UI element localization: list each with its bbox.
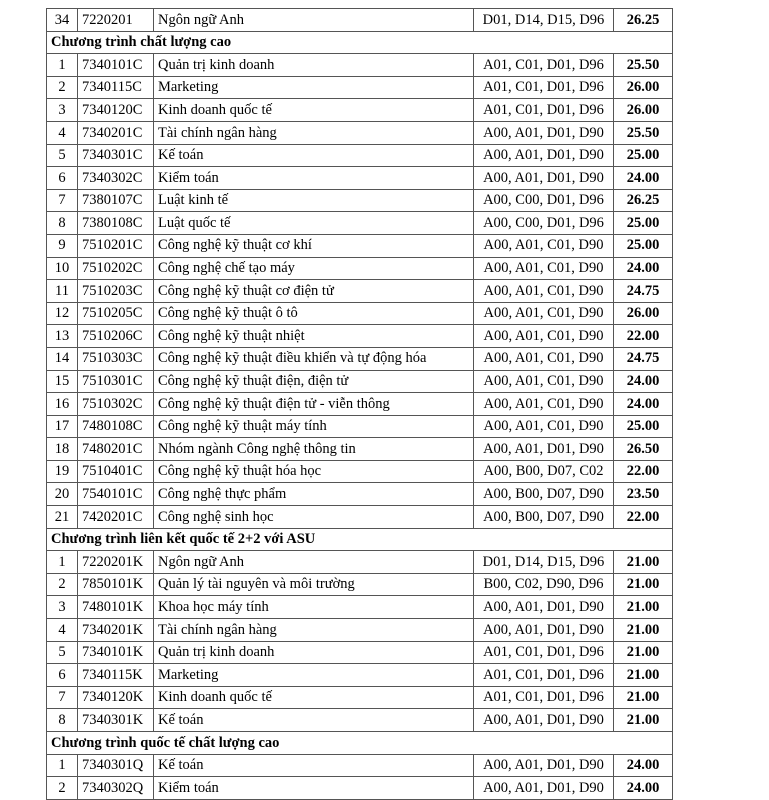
program-name: Quản lý tài nguyên và môi trường bbox=[154, 573, 474, 596]
table-row bbox=[47, 777, 673, 800]
section-title: Chương trình liên kết quốc tế 2+2 với ASU bbox=[47, 528, 673, 551]
admission-score: 21.00 bbox=[614, 641, 673, 664]
program-name: Công nghệ kỹ thuật nhiệt bbox=[154, 325, 474, 348]
table-row bbox=[47, 438, 673, 461]
program-code: 7540101C bbox=[78, 483, 154, 506]
program-code: 7380107C bbox=[78, 189, 154, 212]
table-row bbox=[47, 709, 673, 732]
table-row bbox=[47, 393, 673, 416]
row-number: 6 bbox=[47, 167, 78, 190]
table-row bbox=[47, 347, 673, 370]
program-code: 7510205C bbox=[78, 302, 154, 325]
program-name: Công nghệ kỹ thuật máy tính bbox=[154, 415, 474, 438]
row-number: 14 bbox=[47, 347, 78, 370]
row-number: 3 bbox=[47, 596, 78, 619]
subject-combination: A00, A01, D01, D90 bbox=[474, 777, 614, 800]
admission-score: 26.00 bbox=[614, 99, 673, 122]
admission-score: 21.00 bbox=[614, 573, 673, 596]
admission-score: 25.00 bbox=[614, 144, 673, 167]
program-code: 7510202C bbox=[78, 257, 154, 280]
table-row bbox=[47, 460, 673, 483]
admission-score: 22.00 bbox=[614, 506, 673, 529]
subject-combination: A00, A01, D01, D90 bbox=[474, 596, 614, 619]
program-code: 7340101K bbox=[78, 641, 154, 664]
row-number: 5 bbox=[47, 144, 78, 167]
row-number: 5 bbox=[47, 641, 78, 664]
table-row bbox=[47, 189, 673, 212]
table-row bbox=[47, 234, 673, 257]
table-row bbox=[47, 483, 673, 506]
admission-score: 25.00 bbox=[614, 234, 673, 257]
row-number: 2 bbox=[47, 573, 78, 596]
section-header-row bbox=[47, 528, 673, 551]
admission-score: 25.50 bbox=[614, 54, 673, 77]
program-name: Kiểm toán bbox=[154, 167, 474, 190]
program-code: 7340301K bbox=[78, 709, 154, 732]
row-number: 15 bbox=[47, 370, 78, 393]
subject-combination: D01, D14, D15, D96 bbox=[474, 551, 614, 574]
table-row bbox=[47, 76, 673, 99]
admission-score: 21.00 bbox=[614, 596, 673, 619]
program-code: 7380108C bbox=[78, 212, 154, 235]
program-name: Ngôn ngữ Anh bbox=[154, 551, 474, 574]
program-name: Công nghệ kỹ thuật điều khiển và tự động hóa bbox=[154, 347, 474, 370]
subject-combination: A01, C01, D01, D96 bbox=[474, 641, 614, 664]
admission-score: 21.00 bbox=[614, 709, 673, 732]
row-number: 6 bbox=[47, 664, 78, 687]
program-name: Kinh doanh quốc tế bbox=[154, 686, 474, 709]
subject-combination: A01, C01, D01, D96 bbox=[474, 99, 614, 122]
admission-score: 26.00 bbox=[614, 76, 673, 99]
admission-score: 22.00 bbox=[614, 460, 673, 483]
subject-combination: A00, A01, C01, D90 bbox=[474, 393, 614, 416]
subject-combination: A01, C01, D01, D96 bbox=[474, 54, 614, 77]
table-row bbox=[47, 551, 673, 574]
row-number: 4 bbox=[47, 121, 78, 144]
program-code: 7220201K bbox=[78, 551, 154, 574]
admission-score: 24.00 bbox=[614, 370, 673, 393]
table-row bbox=[47, 144, 673, 167]
program-code: 7510201C bbox=[78, 234, 154, 257]
program-code: 7510301C bbox=[78, 370, 154, 393]
program-code: 7480201C bbox=[78, 438, 154, 461]
admission-score: 26.25 bbox=[614, 9, 673, 32]
table-row bbox=[47, 99, 673, 122]
row-number: 2 bbox=[47, 777, 78, 800]
admission-score: 25.00 bbox=[614, 415, 673, 438]
row-number: 8 bbox=[47, 212, 78, 235]
subject-combination: A00, A01, D01, D90 bbox=[474, 619, 614, 642]
table-row bbox=[47, 664, 673, 687]
program-name: Nhóm ngành Công nghệ thông tin bbox=[154, 438, 474, 461]
table-row bbox=[47, 212, 673, 235]
program-code: 7510401C bbox=[78, 460, 154, 483]
row-number: 8 bbox=[47, 709, 78, 732]
admission-score: 24.00 bbox=[614, 393, 673, 416]
table-row bbox=[47, 415, 673, 438]
admission-score: 24.00 bbox=[614, 777, 673, 800]
admission-score: 21.00 bbox=[614, 619, 673, 642]
program-code: 7340301Q bbox=[78, 754, 154, 777]
program-name: Công nghệ kỹ thuật ô tô bbox=[154, 302, 474, 325]
subject-combination: A00, B00, D07, D90 bbox=[474, 506, 614, 529]
program-name: Kế toán bbox=[154, 754, 474, 777]
row-number: 3 bbox=[47, 99, 78, 122]
subject-combination: A00, A01, C01, D90 bbox=[474, 325, 614, 348]
admission-score: 24.00 bbox=[614, 167, 673, 190]
subject-combination: A01, C01, D01, D96 bbox=[474, 686, 614, 709]
subject-combination: A00, A01, D01, D90 bbox=[474, 438, 614, 461]
program-name: Quản trị kinh doanh bbox=[154, 641, 474, 664]
program-name: Luật quốc tế bbox=[154, 212, 474, 235]
table-row bbox=[47, 506, 673, 529]
program-name: Quản trị kinh doanh bbox=[154, 54, 474, 77]
program-name: Công nghệ kỹ thuật hóa học bbox=[154, 460, 474, 483]
program-code: 7340201K bbox=[78, 619, 154, 642]
program-code: 7340201C bbox=[78, 121, 154, 144]
subject-combination: A00, A01, C01, D90 bbox=[474, 370, 614, 393]
program-name: Luật kinh tế bbox=[154, 189, 474, 212]
row-number: 4 bbox=[47, 619, 78, 642]
admission-score: 24.00 bbox=[614, 257, 673, 280]
program-code: 7340302C bbox=[78, 167, 154, 190]
section-title: Chương trình quốc tế chất lượng cao bbox=[47, 732, 673, 755]
program-name: Công nghệ thực phẩm bbox=[154, 483, 474, 506]
admission-score: 24.75 bbox=[614, 280, 673, 303]
subject-combination: A00, A01, C01, D90 bbox=[474, 234, 614, 257]
row-number: 7 bbox=[47, 686, 78, 709]
program-name: Kế toán bbox=[154, 144, 474, 167]
admission-score: 23.50 bbox=[614, 483, 673, 506]
program-name: Công nghệ kỹ thuật cơ điện tử bbox=[154, 280, 474, 303]
program-name: Công nghệ kỹ thuật cơ khí bbox=[154, 234, 474, 257]
table-row bbox=[47, 596, 673, 619]
subject-combination: A00, B00, D07, C02 bbox=[474, 460, 614, 483]
subject-combination: A00, A01, C01, D90 bbox=[474, 347, 614, 370]
admission-score-table bbox=[46, 8, 673, 800]
row-number: 9 bbox=[47, 234, 78, 257]
row-number: 17 bbox=[47, 415, 78, 438]
row-number: 2 bbox=[47, 76, 78, 99]
subject-combination: A00, A01, D01, D90 bbox=[474, 144, 614, 167]
row-number: 1 bbox=[47, 551, 78, 574]
admission-score: 22.00 bbox=[614, 325, 673, 348]
subject-combination: A00, A01, C01, D90 bbox=[474, 257, 614, 280]
table-row bbox=[47, 302, 673, 325]
admission-score: 21.00 bbox=[614, 551, 673, 574]
program-name: Công nghệ chế tạo máy bbox=[154, 257, 474, 280]
table-row bbox=[47, 686, 673, 709]
table-row bbox=[47, 280, 673, 303]
program-name: Khoa học máy tính bbox=[154, 596, 474, 619]
table-body bbox=[47, 9, 673, 800]
program-code: 7340120C bbox=[78, 99, 154, 122]
admission-score: 26.00 bbox=[614, 302, 673, 325]
program-code: 7340115C bbox=[78, 76, 154, 99]
program-name: Kiểm toán bbox=[154, 777, 474, 800]
program-code: 7510302C bbox=[78, 393, 154, 416]
subject-combination: A00, C00, D01, D96 bbox=[474, 189, 614, 212]
table-row bbox=[47, 619, 673, 642]
program-code: 7340302Q bbox=[78, 777, 154, 800]
table-row bbox=[47, 325, 673, 348]
subject-combination: A00, A01, C01, D90 bbox=[474, 415, 614, 438]
row-number: 19 bbox=[47, 460, 78, 483]
program-code: 7510206C bbox=[78, 325, 154, 348]
admission-score: 24.75 bbox=[614, 347, 673, 370]
program-code: 7340120K bbox=[78, 686, 154, 709]
program-code: 7340301C bbox=[78, 144, 154, 167]
row-number: 1 bbox=[47, 754, 78, 777]
program-code: 7480108C bbox=[78, 415, 154, 438]
table-row bbox=[47, 754, 673, 777]
program-name: Kế toán bbox=[154, 709, 474, 732]
program-code: 7420201C bbox=[78, 506, 154, 529]
admission-score: 25.00 bbox=[614, 212, 673, 235]
table-row bbox=[47, 9, 673, 32]
subject-combination: A00, A01, C01, D90 bbox=[474, 280, 614, 303]
program-name: Marketing bbox=[154, 664, 474, 687]
row-number: 13 bbox=[47, 325, 78, 348]
row-number: 18 bbox=[47, 438, 78, 461]
subject-combination: A00, A01, D01, D90 bbox=[474, 167, 614, 190]
subject-combination: A00, A01, C01, D90 bbox=[474, 302, 614, 325]
row-number: 12 bbox=[47, 302, 78, 325]
admission-score: 21.00 bbox=[614, 664, 673, 687]
table-row bbox=[47, 370, 673, 393]
program-code: 7510303C bbox=[78, 347, 154, 370]
subject-combination: A01, C01, D01, D96 bbox=[474, 664, 614, 687]
program-code: 7220201 bbox=[78, 9, 154, 32]
admission-score: 25.50 bbox=[614, 121, 673, 144]
section-header-row bbox=[47, 732, 673, 755]
row-number: 34 bbox=[47, 9, 78, 32]
table-row bbox=[47, 54, 673, 77]
row-number: 20 bbox=[47, 483, 78, 506]
subject-combination: B00, C02, D90, D96 bbox=[474, 573, 614, 596]
subject-combination: A00, A01, D01, D90 bbox=[474, 709, 614, 732]
row-number: 7 bbox=[47, 189, 78, 212]
row-number: 10 bbox=[47, 257, 78, 280]
program-name: Tài chính ngân hàng bbox=[154, 121, 474, 144]
table-row bbox=[47, 167, 673, 190]
subject-combination: A00, C00, D01, D96 bbox=[474, 212, 614, 235]
program-name: Công nghệ sinh học bbox=[154, 506, 474, 529]
program-name: Kinh doanh quốc tế bbox=[154, 99, 474, 122]
row-number: 21 bbox=[47, 506, 78, 529]
table-row bbox=[47, 121, 673, 144]
program-name: Marketing bbox=[154, 76, 474, 99]
admission-score: 26.50 bbox=[614, 438, 673, 461]
admission-score: 26.25 bbox=[614, 189, 673, 212]
row-number: 16 bbox=[47, 393, 78, 416]
subject-combination: A01, C01, D01, D96 bbox=[474, 76, 614, 99]
program-name: Tài chính ngân hàng bbox=[154, 619, 474, 642]
program-code: 7510203C bbox=[78, 280, 154, 303]
table-row bbox=[47, 573, 673, 596]
section-header-row bbox=[47, 31, 673, 54]
program-code: 7340101C bbox=[78, 54, 154, 77]
subject-combination: A00, A01, D01, D90 bbox=[474, 754, 614, 777]
admission-score: 21.00 bbox=[614, 686, 673, 709]
table-row bbox=[47, 257, 673, 280]
program-name: Ngôn ngữ Anh bbox=[154, 9, 474, 32]
program-code: 7850101K bbox=[78, 573, 154, 596]
admission-score: 24.00 bbox=[614, 754, 673, 777]
program-code: 7480101K bbox=[78, 596, 154, 619]
program-code: 7340115K bbox=[78, 664, 154, 687]
program-name: Công nghệ kỹ thuật điện tử - viễn thông bbox=[154, 393, 474, 416]
subject-combination: D01, D14, D15, D96 bbox=[474, 9, 614, 32]
table-row bbox=[47, 641, 673, 664]
section-title: Chương trình chất lượng cao bbox=[47, 31, 673, 54]
subject-combination: A00, B00, D07, D90 bbox=[474, 483, 614, 506]
program-name: Công nghệ kỹ thuật điện, điện tử bbox=[154, 370, 474, 393]
row-number: 11 bbox=[47, 280, 78, 303]
row-number: 1 bbox=[47, 54, 78, 77]
subject-combination: A00, A01, D01, D90 bbox=[474, 121, 614, 144]
